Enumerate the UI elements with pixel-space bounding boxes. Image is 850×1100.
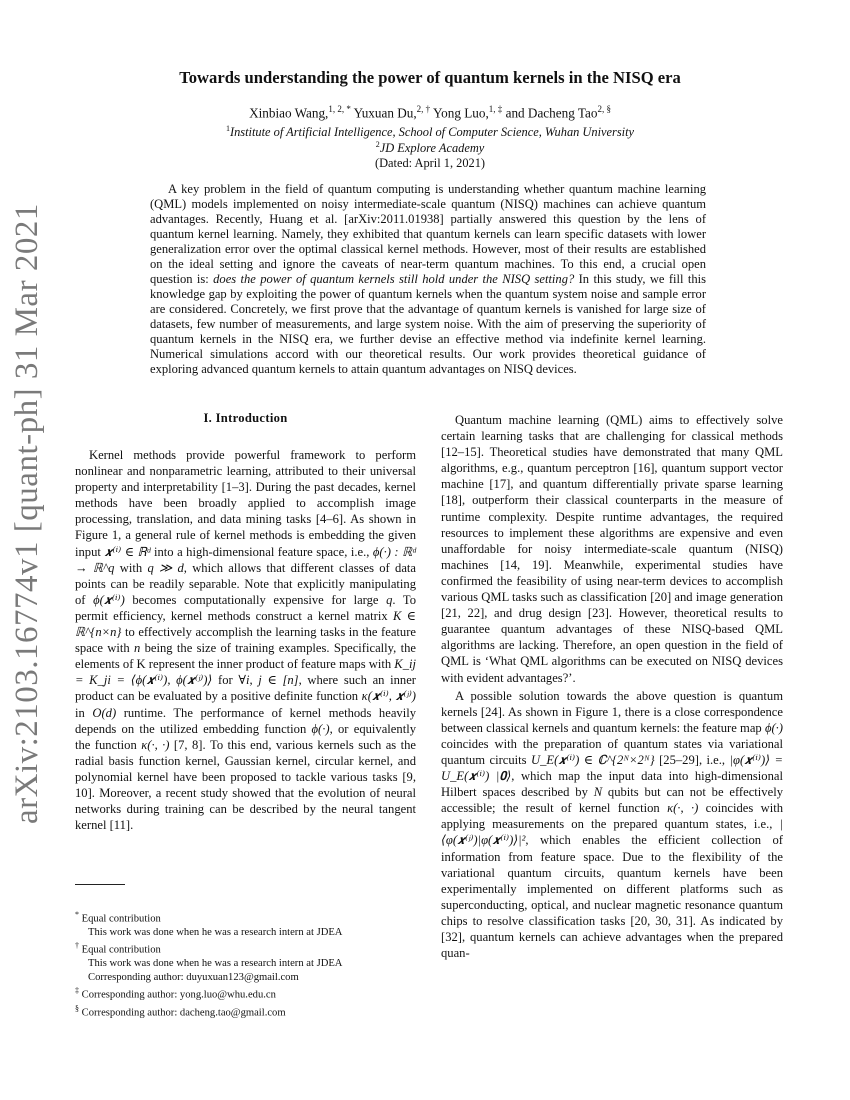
- footnotes: [75, 908, 420, 1020]
- inline-math: ϕ(𝒙⁽ⁱ⁾): [93, 592, 125, 607]
- text-run: , which enables the efficient collection of information from feature space. Due to the flexibility of the variational quantum circuits, quantum kernels have been experimentally implemented on different platforms such as superconducting, optical, and nuclear magnetic resonance quantum chips to resolve classification tasks [20, 30, 31]. As indicated by [32], quantum kernels can achieve advantages when the prepared quan-: [441, 833, 783, 961]
- footnote-text: Corresponding author: dacheng.tao@gmail.com: [81, 1007, 286, 1019]
- inline-math: K_ij = K_ji = ⟨ϕ(𝒙⁽ⁱ⁾), ϕ(𝒙⁽ʲ⁾)⟩: [75, 657, 416, 688]
- inline-math: ∀i, j ∈ [n]: [238, 673, 299, 688]
- inline-math: 𝒙⁽ⁱ⁾ ∈ ℝᵈ: [104, 544, 151, 559]
- footnote-mark: *: [75, 910, 79, 919]
- text-run: , or equivalently the function: [75, 721, 416, 752]
- footnote: [75, 984, 420, 1002]
- inline-math: U_E(𝒙⁽ⁱ⁾) ∈ ℂ^{2ᴺ×2ᴺ}: [531, 752, 655, 767]
- inline-math: |φ(𝒙⁽ⁱ⁾)⟩ = U_E(𝒙⁽ⁱ⁾) |𝟎⟩: [441, 752, 783, 784]
- text-run: Kernel methods provide powerful framework to perform nonlinear and nonparametric learning, attributed to their universal property and interpretability [1–3]. During the past decades, kernel methods have been broadly applied to accomplish image processing, translation, and data mining tasks [4–6]. As shown in Figure 1, a general rule of kernel methods is embedding the given input: [75, 448, 416, 559]
- author-affiliation-mark: 1, ‡: [488, 104, 503, 114]
- author-name: and Dacheng Tao: [505, 105, 598, 121]
- author-name: Xinbiao Wang,: [249, 105, 329, 121]
- abstract-emphasis: does the power of quantum kernels still hold under the NISQ setting?: [213, 272, 575, 286]
- footnote-text: Equal contribution: [81, 944, 161, 956]
- footnote: [75, 939, 420, 957]
- paper-title: Towards understanding the power of quantum kernels in the NISQ era: [179, 68, 681, 87]
- section-heading: I. Introduction: [203, 411, 288, 425]
- footnote-divider: [75, 884, 125, 885]
- text-run: . To permit efficiency, kernel methods construct a kernel matrix: [75, 592, 416, 623]
- inline-math: κ(·, ·): [667, 801, 699, 816]
- text-run: being the size of training examples. Specifically, the elements of K represent the inner product of feature maps with: [75, 641, 416, 672]
- date-line: (Dated: April 1, 2021): [374, 156, 486, 170]
- paragraph: Quantum machine learning (QML) aims to effectively solve certain learning tasks that are challenging for classical methods [12–15]. Theoretical studies have demonstrated that many QML algorithms, e.g., quantum perceptron [16], quantum support vector machine [17], and quantum differentially private sparse learning [18], outperform their classical counterparts in the measure of runtime complexity. Despite runtime advantages, the required resources to implement these algorithms are expensive and even unaffordable for noisy intermediate-scale quantum (NISQ) machines [14, 19]. Meanwhile, experimental studies have confirmed the feasibility of using near-term devices to accomplish various QML tasks such as classification [20] and image generation [21, 22], and drug design [23]. However, theoretical results to guarantee quantum advantages of these NISQ-based QML algorithms are lacking. Therefore, an open question in the field of QML is ‘What QML algorithms can be executed on NISQ devices with evident advantages?’.: [441, 413, 783, 685]
- text-run: runtime. The performance of kernel methods heavily depends on the utilized embedding function: [75, 705, 416, 736]
- inline-math: n: [134, 641, 141, 656]
- inline-math: q: [386, 592, 393, 607]
- inline-math: K ∈ ℝ^{n×n}: [75, 608, 416, 640]
- inline-math: |⟨φ(𝒙⁽ʲ⁾)|φ(𝒙⁽ⁱ⁾)⟩|²: [441, 817, 783, 848]
- text-run: coincides with the preparation of quantum states via variational quantum circuits: [441, 736, 783, 767]
- affiliation-mark: 2: [375, 140, 380, 149]
- abstract-text: A key problem in the field of quantum computing is understanding whether quantum machine learning (QML) models implemented on noisy intermediate-scale quantum (NISQ) machines can achieve quantum advantages. Recently, Huang et al. [arXiv:2011.01938] partially answered this question by the lens of quantum kernel learning. Namely, they exhibited that quantum kernels can learn specific datasets with lower generalization error over the optimal classical kernel methods. However, most of their results are established on the ideal setting and ignore the caveats of near-term quantum machines. To this end, a crucial open question is:: [150, 182, 706, 286]
- author-affiliation-mark: 1, 2, *: [328, 104, 351, 114]
- author-name: Yuxuan Du,: [353, 105, 417, 121]
- text-run: in: [75, 705, 93, 720]
- author-affiliation-mark: 2, †: [416, 104, 431, 114]
- affiliation: [80, 124, 780, 140]
- text-run: A possible solution towards the above question is quantum kernels [24]. As shown in Figure 1, there is a close correspondence between classical kernels and quantum kernels: the feature map: [441, 688, 783, 735]
- inline-math: κ(·, ·): [141, 737, 170, 752]
- inline-math: q ≫ d: [147, 560, 184, 575]
- inline-math: ϕ(·): [764, 720, 783, 735]
- right-column: [441, 412, 783, 961]
- footnote-text: This work was done when he was a research intern at JDEA: [88, 926, 343, 938]
- text-run: with: [114, 560, 148, 575]
- inline-math: ϕ(·) : ℝᵈ → ℝ^q: [75, 544, 416, 575]
- inline-math: ϕ(·): [311, 721, 330, 736]
- affiliation-text: JD Explore Academy: [379, 141, 485, 156]
- author-list: [80, 104, 780, 121]
- inline-math: O(d): [92, 705, 117, 720]
- text-run: to effectively accomplish the learning tasks in the feature space with: [75, 625, 416, 656]
- text-run: for: [212, 673, 239, 688]
- left-column: [75, 447, 416, 833]
- paragraph: [441, 688, 783, 962]
- text-run: qubits but can not be effectively accessible; the result of kernel function: [441, 785, 783, 816]
- author-affiliation-mark: 2, §: [597, 104, 611, 114]
- text-run: , where such an inner product can be evaluated by a positive definite function: [75, 673, 417, 704]
- footnote-mark: ‡: [75, 986, 79, 996]
- text-run: [25–29], i.e.,: [654, 752, 730, 767]
- footnote-text: Equal contribution: [81, 913, 161, 925]
- abstract-text: In this study, we fill this knowledge gap by exploiting the power of quantum kernels when the quantum system noise and sample error are considered. Concretely, we first prove that the advantage of quantum kernels is vanished for large size of datasets, few number of measurements, and large system noise. With the aim of preserving the superiority of quantum kernels in the NISQ era, we further devise an effective method via indefinite kernel learning. Numerical simulations accord with our theoretical results. Our work provides theoretical guidance of exploring advanced quantum kernels to attain quantum advantages on NISQ devices.: [150, 272, 707, 376]
- footnote-text: Corresponding author: yong.luo@whu.edu.cn: [81, 989, 276, 1001]
- inline-math: κ(𝒙⁽ⁱ⁾, 𝒙⁽ʲ⁾): [361, 689, 416, 704]
- inline-math: N: [593, 785, 603, 800]
- text-run: , which allows that different classes of data points can be readily separable. Note that explicitly manipulating of: [75, 560, 417, 607]
- footnote-mark: †: [75, 941, 79, 951]
- footnote: [75, 1002, 420, 1020]
- affiliation-mark: 1: [225, 124, 230, 133]
- text-run: coincides with applying measurements on the prepared quantum states, i.e.,: [441, 801, 783, 832]
- affiliation-text: Institute of Artificial Intelligence, School of Computer Science, Wuhan University: [229, 125, 635, 140]
- affiliation: [80, 140, 780, 156]
- abstract: [150, 182, 706, 377]
- text-run: becomes computationally expensive for large: [124, 592, 387, 607]
- text-run: , which map the input data into high-dimensional Hilbert spaces described by: [441, 769, 783, 800]
- author-name: Yong Luo,: [432, 105, 489, 121]
- footnote: [75, 908, 420, 926]
- text-run: into a high-dimensional feature space, i.e.,: [150, 544, 373, 559]
- text-run: [7, 8]. To this end, various kernels such as the radial basis function kernel, Gaussian kernel, circular kernel, and polynomial kernel have been proposed to tackle various tasks [9, 10]. Moreover, a recent study showed that the evolution of neural networks during training can be described by the neural tangent kernel [11].: [75, 737, 416, 833]
- footnote-text: Corresponding author: duyuxuan123@gmail.com: [88, 971, 299, 983]
- footnote-text: This work was done when he was a research intern at JDEA: [88, 958, 343, 970]
- arxiv-identifier: arXiv:2103.16774v1 [quant-ph] 31 Mar 2021: [9, 203, 45, 824]
- footnote-mark: §: [75, 1004, 79, 1014]
- paragraph: [75, 447, 416, 833]
